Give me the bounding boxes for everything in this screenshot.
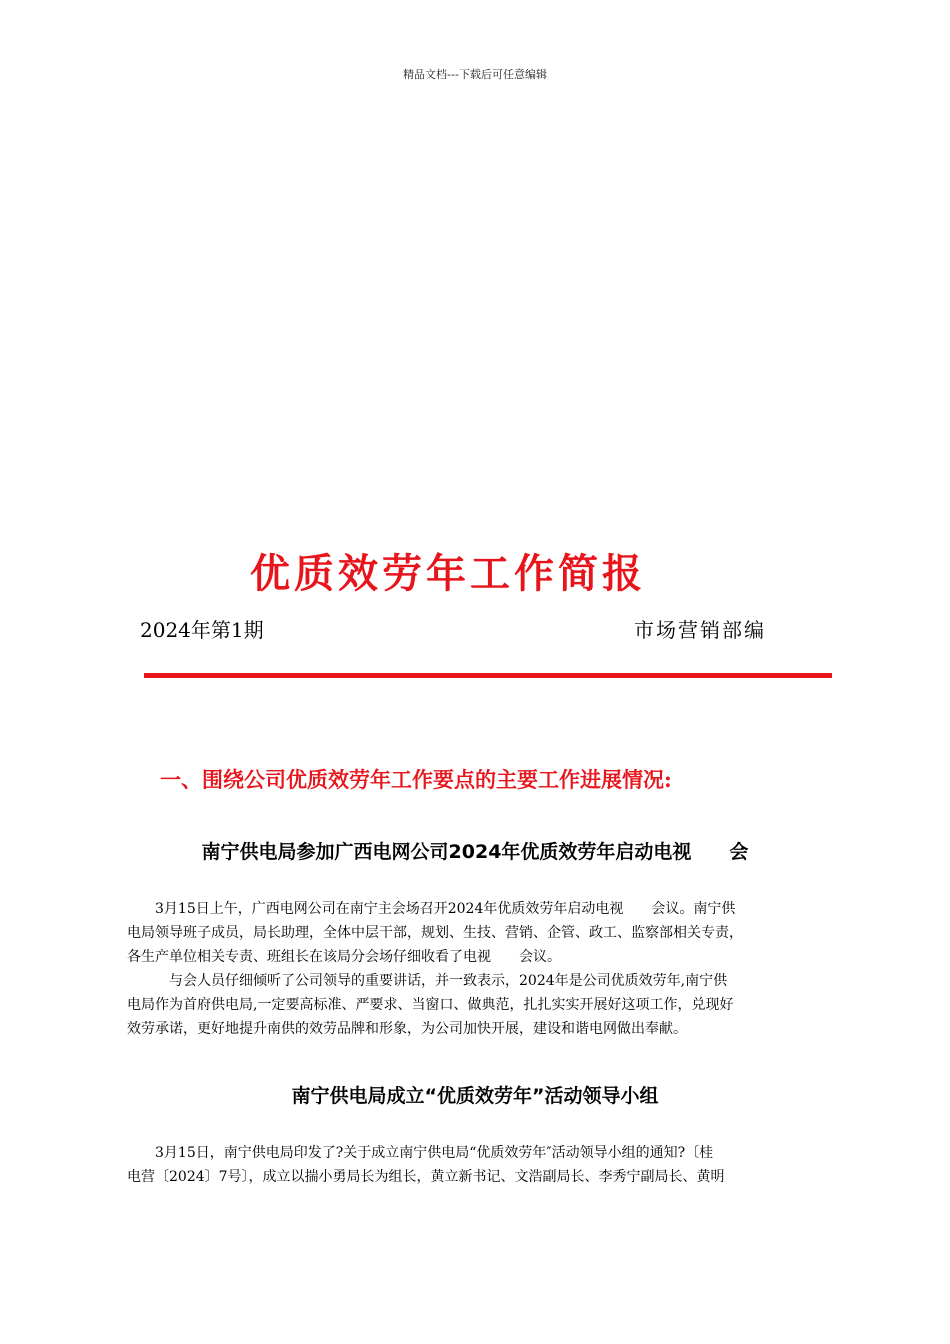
article-paragraph [127, 969, 821, 1041]
article-title: 南宁供电局参加广西电网公司2024年优质效劳年启动电视 会 [201, 841, 749, 863]
paragraph-line: 3月15日上午，广西电网公司在南宁主会场召开2024年优质效劳年启动电视 会议。南宁供 [127, 901, 736, 917]
paragraph-line: 效劳承诺，更好地提升南供的效劳品牌和形象，为公司加快开展，建设和谐电网做出奉献。 [127, 1021, 687, 1037]
page-watermark: 精品文档---下载后可任意编辑 [403, 68, 547, 81]
issue-number: 2024年第1期 [140, 618, 264, 642]
article-paragraph [127, 897, 821, 969]
paragraph-line: 电营〔2024〕7号〕，成立以揣小勇局长为组长，黄立新书记、文浩副局长、李秀宁副局长、黄明 [127, 1169, 725, 1185]
paragraph-line: 电局领导班子成员，局长助理，全体中层干部，规划、生技、营销、企管、政工、监察部相关专责， [127, 925, 743, 941]
paragraph-line: 电局作为首府供电局,一定要高标准、严要求、当窗口、做典范，扎扎实实开展好这项工作，兑现好 [127, 997, 734, 1013]
red-divider-rule [144, 673, 832, 678]
paragraph-line: 与会人员仔细倾听了公司领导的重要讲话，并一致表示，2024年是公司优质效劳年,南宁供 [127, 973, 728, 989]
paragraph-line: 各生产单位相关专责、班组长在该局分会场仔细收看了电视 会议。 [127, 949, 561, 965]
article-title: 南宁供电局成立“优质效劳年”活动领导小组 [291, 1085, 659, 1107]
section-heading: 一、围绕公司优质效劳年工作要点的主要工作进展情况: [160, 767, 672, 792]
bulletin-title: 优质效劳年工作简报 [250, 551, 646, 597]
editor-department: 市场营销部编 [634, 618, 766, 642]
paragraph-line: 3月15日，南宁供电局印发了?关于成立南宁供电局“优质效劳年″活动领导小组的通知?〔桂 [127, 1145, 714, 1161]
article-paragraph [127, 1141, 821, 1189]
